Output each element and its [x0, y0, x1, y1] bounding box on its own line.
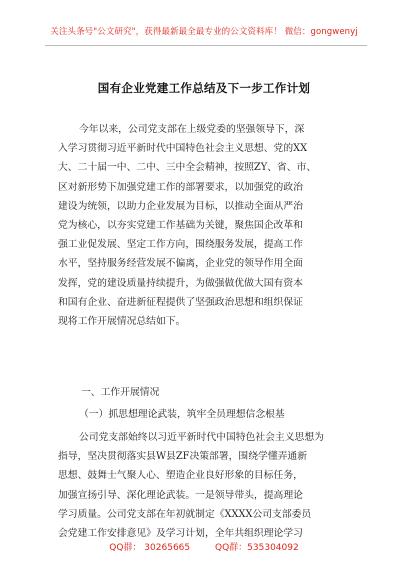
- paragraph-line: 水平，坚持服务经营发展不偏离，企业党的领导作用全面: [58, 258, 303, 270]
- paragraph-line: 今年以来，公司党支部在上级党委的坚强领导下，深: [79, 124, 305, 135]
- document-title: 国有企业党建工作总结及下一步工作计划: [97, 81, 311, 95]
- paragraph-line: 公司党支部始终以习近平新时代中国特色社会主义思想为: [79, 432, 324, 443]
- paragraph-line: 强工业促发展、坚定工作方向，围绕服务发展，提高工作: [58, 239, 303, 251]
- paragraph-line: 入学习贯彻习近平新时代中国特色社会主义思想、党的XX: [58, 143, 308, 155]
- subsection-heading: （一）抓思想理论武装，筑牢全员理想信念根基: [79, 409, 285, 420]
- paragraph-line: 指导，坚决贯彻落实县W县ZF决策部署，围绕学懂弄通新: [58, 451, 308, 463]
- section-paragraph: [58, 428, 354, 543]
- paragraph-line: 会党建工作安排意见》及学习计划，全年共组织理论学习: [58, 528, 303, 540]
- footer-qq-group-2: QQ群：535304092: [215, 543, 299, 553]
- header-divider: [45, 45, 367, 46]
- paragraph-line: 现将工作开展情况总结如下。: [58, 316, 186, 328]
- paragraph-line: 建设为统领，以助力企业发展为目标，以推动全面从严治: [58, 200, 303, 212]
- paragraph-line: 学习质量。公司党支部在年初就制定《XXXX公司支部委员: [58, 508, 312, 520]
- paragraph-line: 党为核心，以夯实党建工作基础为关键，聚焦国企改革和: [58, 220, 303, 232]
- paragraph-line: 区对新形势下加强党建工作的部署要求，以加强党的政治: [58, 181, 303, 193]
- paragraph-line: 思想、鼓舞士气聚人心、塑造企业良好形象的目标任务，: [58, 470, 303, 482]
- paragraph-line: 大、二十届一中、二中、三中全会精神，按照ZY、省、市、: [58, 162, 317, 174]
- section-heading: 一、工作开展情况: [81, 387, 160, 398]
- paragraph-line: 加强宣扬引导、深化理论武装。一是领导带头，提高理论: [58, 489, 303, 501]
- intro-paragraph: [58, 120, 354, 331]
- promo-header-text: 关注头条号"公文研究"，获得最新最全最专业的公文资料库！ 微信：gongwenyj: [50, 27, 358, 37]
- paragraph-line: 和国有企业、奋进新征程提供了坚强政治思想和组织保证: [58, 296, 303, 308]
- footer-contact: [0, 540, 408, 553]
- paragraph-line: 发挥，党的建设质量持续提升，为做强做优做大国有资本: [58, 277, 303, 289]
- footer-qq-group-1: QQ群： 30265665: [109, 543, 191, 553]
